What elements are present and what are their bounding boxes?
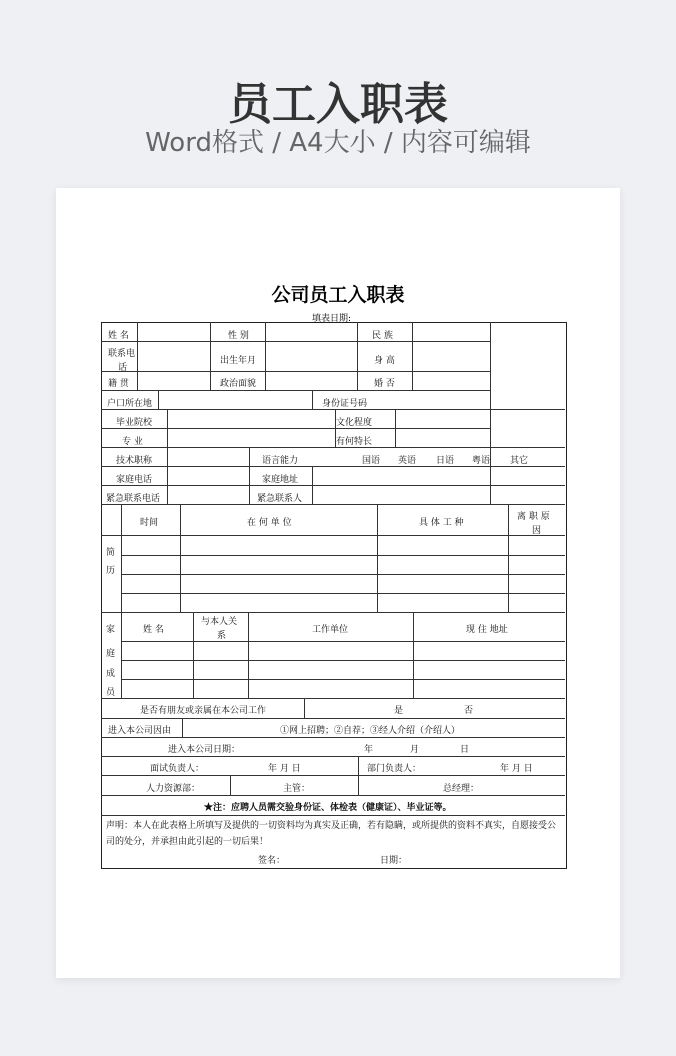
field-label: 婚 否 (374, 379, 395, 389)
grid-line (413, 612, 414, 698)
grid-line (101, 504, 565, 505)
grid-line (210, 322, 211, 390)
grid-line (101, 428, 490, 429)
field-label: 庭 (106, 649, 116, 659)
field-label: 英语 (398, 456, 417, 466)
field-label: 简 (106, 548, 116, 558)
grid-line (101, 698, 565, 699)
field-label: 出生年月 (220, 356, 257, 366)
grid-line (101, 718, 565, 719)
form-title: 公司员工入职表 (271, 284, 405, 306)
grid-line (490, 322, 491, 504)
signature-date-label: 日期： (380, 856, 408, 866)
field-label: 面试负责人： (150, 764, 205, 774)
grid-line (101, 447, 565, 448)
grid-line (230, 775, 231, 795)
field-label: 粤语 (472, 456, 491, 466)
field-label: 姓 名 (108, 331, 129, 341)
field-label: 成 (106, 669, 116, 679)
grid-line (101, 341, 490, 342)
grid-line (395, 409, 396, 447)
field-label: 家 (106, 625, 116, 635)
grid-line (377, 504, 378, 612)
grid-line (101, 795, 565, 796)
field-label: 否 (464, 706, 474, 716)
field-label: 身份证号码 (322, 399, 368, 409)
field-label: 语言能力 (262, 456, 299, 466)
field-label: 联系电 (108, 349, 136, 359)
field-label: 身 高 (374, 356, 395, 366)
field-label: 姓 名 (143, 625, 164, 635)
field-label: 人力资源部： (146, 784, 201, 794)
field-label: 户口所在地 (107, 399, 153, 409)
grid-line (121, 574, 565, 575)
grid-line (508, 504, 509, 612)
field-label: 国语 (362, 456, 381, 466)
grid-line (121, 593, 565, 594)
field-label: 技术职称 (116, 456, 153, 466)
grid-line (101, 737, 565, 738)
banner-title: 员工入职表 (228, 79, 448, 130)
grid-line (101, 371, 490, 372)
field-label: 日 (460, 745, 470, 755)
grid-line (121, 504, 122, 612)
field-label: 是否有朋友或亲属在本公司工作 (140, 706, 267, 716)
grid-line (312, 390, 313, 409)
grid-line (121, 612, 122, 698)
field-label: 月 (410, 745, 420, 755)
field-label: 日语 (436, 456, 455, 466)
field-label: 性 别 (228, 331, 249, 341)
field-label: 年 月 日 (268, 764, 301, 774)
field-label: 其它 (510, 456, 529, 466)
field-label: 家庭电话 (116, 475, 153, 485)
field-label: 具 体 工 种 (419, 518, 464, 528)
grid-line (412, 322, 413, 390)
grid-line (101, 756, 565, 757)
grid-line (249, 447, 250, 504)
grid-line (158, 390, 159, 409)
field-label: 与本人关 (201, 617, 238, 627)
grid-line (121, 660, 565, 661)
grid-line (167, 447, 168, 504)
field-label: 是 (394, 706, 404, 716)
grid-line (265, 322, 266, 390)
grid-line (167, 409, 168, 447)
field-label: 政治面貌 (220, 379, 257, 389)
field-label: 工作单位 (312, 625, 349, 635)
field-label: 紧急联系电话 (106, 494, 161, 504)
field-label: 总经理： (443, 784, 480, 794)
grid-line (101, 466, 565, 467)
date-label: 填表日期: (312, 314, 352, 324)
field-label: 进入本公司日期： (168, 745, 241, 755)
grid-line (193, 612, 194, 698)
field-label: 部门负责人： (367, 764, 422, 774)
field-label: 民 族 (372, 331, 393, 341)
field-label: 现 住 地址 (466, 625, 508, 635)
field-label: 时间 (140, 518, 159, 528)
field-label: 籍 贯 (108, 379, 129, 389)
field-label: 进入本公司因由 (108, 726, 172, 736)
field-label: 年 月 日 (500, 764, 533, 774)
field-label: 年 (364, 745, 374, 755)
field-label: 有何特长 (336, 437, 373, 447)
grid-line (101, 775, 565, 776)
grid-line (121, 641, 565, 642)
field-label: ①网上招聘；②自荐；③经人介绍（介绍人） (280, 726, 461, 736)
grid-line (101, 815, 565, 816)
grid-line (357, 322, 358, 390)
field-label: 专 业 (122, 437, 143, 447)
grid-line (101, 612, 565, 613)
field-label: 历 (106, 566, 116, 576)
field-label: 家庭地址 (262, 475, 299, 485)
grid-line (101, 390, 490, 391)
signature-label: 签名： (258, 856, 286, 866)
field-label: 主管： (283, 784, 311, 794)
grid-line (101, 485, 565, 486)
field-label: 话 (118, 363, 128, 373)
banner-subtitle: Word格式 / A4大小 / 内容可编辑 (145, 128, 531, 158)
declaration-text: 声明：本人在此表格上所填写及提供的一切资料均为真实及正确，若有隐瞒，或所提供的资料不真实，自愿接受公司的处分，并承担由此引起的一切后果！ (106, 821, 557, 847)
field-label: 员 (106, 688, 116, 698)
field-label: 毕业院校 (116, 418, 153, 428)
field-label: 文化程度 (336, 418, 373, 428)
field-label: 因 (532, 526, 542, 536)
grid-line (312, 466, 313, 504)
grid-line (121, 555, 565, 556)
grid-line (121, 679, 565, 680)
grid-line (101, 409, 565, 410)
grid-line (182, 718, 183, 737)
grid-line (180, 504, 181, 612)
field-label: 系 (217, 631, 227, 641)
grid-line (248, 612, 249, 698)
field-label: 紧急联系人 (257, 494, 303, 504)
field-label: 在 何 单 位 (247, 518, 292, 528)
grid-line (304, 698, 305, 718)
field-label: 离 职 原 (517, 512, 550, 522)
grid-line (358, 756, 359, 775)
grid-line (101, 535, 565, 536)
notice-text: ★注：应聘人员需交验身份证、体检表（健康证）、毕业证等。 (204, 803, 452, 813)
grid-line (358, 775, 359, 795)
grid-line (137, 322, 138, 390)
